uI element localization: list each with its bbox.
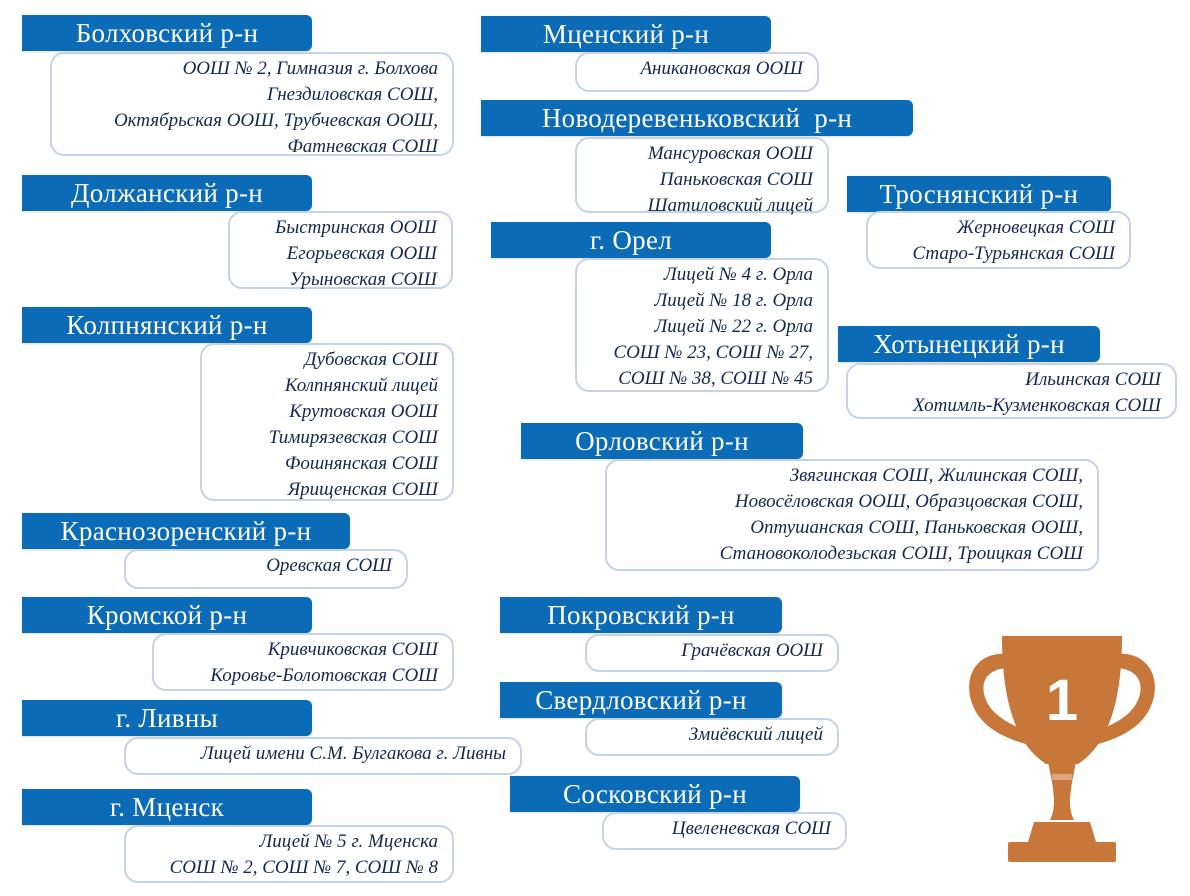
district-header-orel-city: г. Орел: [491, 222, 771, 258]
school-line: Кривчиковская СОШ: [267, 639, 438, 660]
school-line: Лицей имени С.М. Булгакова г. Ливны: [200, 743, 506, 764]
school-line: Звягинская СОШ, Жилинская СОШ,: [789, 465, 1083, 486]
school-list-orel-city: [575, 258, 829, 392]
district-header-mtsensky: Мценский р-н: [481, 16, 771, 52]
school-line: Грачёвская ООШ: [681, 640, 823, 661]
district-header-kromskoy: Кромской р-н: [22, 597, 312, 633]
school-line: Колпнянский лицей: [284, 375, 438, 396]
school-list-krasnozorensky: [124, 549, 408, 589]
district-header-livny: г. Ливны: [22, 700, 312, 736]
school-list-pokrovsky: [585, 634, 839, 672]
school-list-bolkhovsky: [50, 52, 454, 156]
school-line: Новосёловская ООШ, Образцовская СОШ,: [734, 491, 1083, 512]
school-line: Коровье-Болотовская СОШ: [210, 665, 438, 686]
school-line: СОШ № 38, СОШ № 45: [618, 368, 813, 389]
school-line: Хотимль-Кузменковская СОШ: [912, 395, 1161, 416]
school-list-livny: [124, 737, 522, 775]
district-header-novoderevenkovsky: Новодеревеньковский р-н: [481, 100, 913, 136]
school-line: Лицей № 4 г. Орла: [663, 264, 813, 285]
school-line: Ильинская СОШ: [1025, 369, 1161, 390]
school-line: Ярищенская СОШ: [287, 479, 438, 500]
school-line: Крутовская ООШ: [289, 401, 438, 422]
school-line: Дубовская СОШ: [304, 349, 438, 370]
trophy-icon: [962, 632, 1162, 864]
school-line: Урыновская СОШ: [289, 269, 437, 290]
school-line: СОШ № 2, СОШ № 7, СОШ № 8: [169, 857, 438, 878]
district-header-kolpnyansky: Колпнянский р-н: [22, 307, 312, 343]
district-header-bolkhovsky: Болховский р-н: [22, 15, 312, 51]
district-header-mtsensk-city: г. Мценск: [22, 789, 312, 825]
school-line: Змиёвский лицей: [688, 724, 823, 745]
school-line: Становоколодезьская СОШ, Троицкая СОШ: [719, 543, 1083, 564]
school-line: Шатиловский лицей: [647, 195, 813, 216]
school-line: Аникановская ООШ: [640, 58, 803, 79]
district-header-sverdlovsky: Свердловский р-н: [500, 682, 782, 718]
school-line: Быстринская ООШ: [275, 217, 437, 238]
school-line: Лицей № 22 г. Орла: [654, 316, 813, 337]
school-line: Лицей № 5 г. Мценска: [259, 831, 438, 852]
district-header-krasnozorensky: Краснозоренский р-н: [22, 513, 350, 549]
school-line: Мансуровская ООШ: [647, 143, 813, 164]
school-line: Лицей № 18 г. Орла: [654, 290, 813, 311]
school-line: Цвеленевская СОШ: [671, 818, 831, 839]
school-list-kolpnyansky: [200, 343, 454, 501]
district-header-khotynetsky: Хотынецкий р-н: [838, 326, 1100, 362]
school-line: Егорьевская ООШ: [286, 243, 437, 264]
school-line: Гнездиловская СОШ,: [266, 84, 438, 105]
school-list-trosnyansky: [866, 211, 1131, 269]
school-list-kromskoy: [152, 633, 454, 691]
school-list-khotynetsky: [846, 363, 1177, 419]
school-line: Оревская СОШ: [266, 555, 392, 576]
trophy-label: 1: [1045, 668, 1079, 733]
school-list-mtsensky: [575, 52, 819, 92]
district-header-pokrovsky: Покровский р-н: [500, 597, 782, 633]
school-list-novoderevenkovsky: [575, 137, 829, 216]
school-line: Фатневская СОШ: [287, 136, 438, 157]
school-list-dolzhansky: [228, 211, 453, 289]
district-header-soskovsky: Сосковский р-н: [510, 776, 800, 812]
school-line: Оптушанская СОШ, Паньковская ООШ,: [750, 517, 1083, 538]
school-list-mtsensk-city: [124, 825, 454, 883]
school-list-soskovsky: [602, 812, 847, 850]
school-line: Жерновецкая СОШ: [956, 217, 1115, 238]
school-list-sverdlovsky: [585, 718, 839, 756]
school-line: Тимирязевская СОШ: [268, 427, 438, 448]
district-header-orlovsky: Орловский р-н: [521, 423, 803, 459]
district-header-trosnyansky: Троснянский р-н: [847, 176, 1111, 212]
school-line: ООШ № 2, Гимназия г. Болхова: [182, 58, 438, 79]
school-line: Фошнянская СОШ: [285, 453, 438, 474]
school-line: СОШ № 23, СОШ № 27,: [613, 342, 813, 363]
school-list-orlovsky: [605, 459, 1099, 571]
district-header-dolzhansky: Должанский р-н: [22, 175, 312, 211]
school-line: Старо-Турьянская СОШ: [912, 243, 1115, 264]
school-line: Октябрьская ООШ, Трубчевская ООШ,: [113, 110, 438, 131]
school-line: Паньковская СОШ: [659, 169, 813, 190]
